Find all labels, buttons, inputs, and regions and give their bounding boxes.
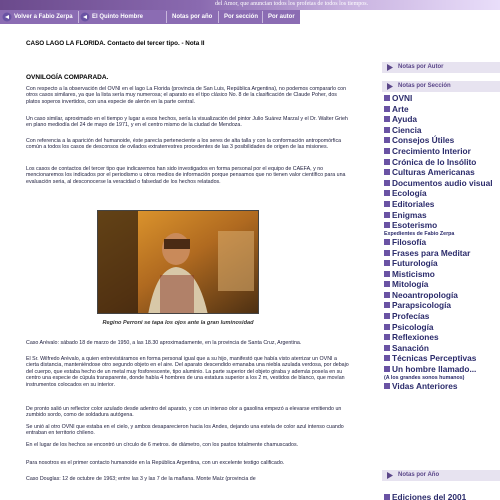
- bullet-icon: [384, 494, 390, 500]
- paragraph: Caso Douglas: 12 de octubre de 1963; entre las 3 y las 7 de la mañana. Monte Maíz (provincia de: [26, 476, 256, 482]
- sidebar-item-label: Misticismo: [392, 268, 435, 279]
- sidebar-head-year[interactable]: [382, 470, 500, 481]
- sidebar-section-list: [384, 93, 500, 391]
- sidebar-item[interactable]: [384, 311, 500, 322]
- paragraph: Con respecto a la observación del OVNI en el lago La Florida (provincia de San Luis, República Argentina), no podemos compararlo con otros casos similares, ya que la lista sería muy numerosa; el aparato es el tipo clásico No. 8 de la clasificación de Claude Poher, dos platos soperos invertidos, con una especie de alerón en la parte central.: [26, 86, 347, 105]
- nav-arrow-icon: [80, 12, 90, 22]
- bullet-icon: [384, 127, 390, 133]
- bullet-icon: [384, 212, 390, 218]
- sidebar-item-label: Esoterismo: [392, 220, 438, 231]
- paragraph: El Sr. Wilfredo Arévalo, a quien entrevistáramos en forma personal igual que a su hijo, manifestó que había visto aterrizar un OVNI a cierta distancia, manteniéndose otro segundo objeto en el aire. Del aparato descendido emanaba una niebla azulada verdosa, por debajo del cuerpo, que estaba hecho de un metal muy fosforescente, tipo aluminio. La parte superior del objeto giraba y además poseía en su centro una especie de cúpula transparente, donde había 4 hombres de una estatura superior a los 2 m, vestidos de blanco, que movían instrumentos colocados en su interior.: [26, 356, 349, 388]
- sidebar-item[interactable]: [384, 125, 500, 136]
- sidebar-item[interactable]: [384, 199, 500, 210]
- sidebar-item[interactable]: [384, 300, 500, 311]
- bullet-icon: [384, 190, 390, 196]
- paragraph: Se unió al otro OVNI que estaba en el cielo, y ambos desaparecieron hacia los Andes, dejando una estela de color azul intenso cuando entraban en territorio chileno.: [26, 424, 344, 437]
- nav-back-fabio-zerpa[interactable]: Volver a Fabio Zerpa: [14, 14, 73, 20]
- nav-separator: [218, 11, 219, 23]
- bullet-icon: [384, 324, 390, 330]
- sidebar-item-label: Vidas Anteriores: [392, 380, 458, 391]
- paragraph: Un caso similar, aproximado en el tiempo y lugar a esos hechos, sería la visualización del pintor Julio Suárez Marzal y el Dr. Walter Grieh en plano mediodía del 24 de mayo de 1971, y en el centro mismo de la ciudad de Mendoza.: [26, 116, 348, 129]
- sidebar-item-label: Crónica de lo Insólito: [392, 156, 477, 167]
- bullet-icon: [384, 345, 390, 351]
- sidebar-item-ediciones-2001[interactable]: [384, 492, 466, 500]
- sidebar-item-label: Neoantropología: [392, 289, 458, 300]
- sidebar-item[interactable]: [384, 220, 500, 231]
- page-title: CASO LAGO LA FLORIDA. Contacto del tercer tipo. - Nota II: [26, 40, 205, 47]
- section-title: OVNILOGÍA COMPARADA.: [26, 74, 109, 81]
- sidebar-item[interactable]: [384, 188, 500, 199]
- sidebar-item[interactable]: [384, 343, 500, 354]
- bullet-icon: [384, 302, 390, 308]
- bullet-icon: [384, 260, 390, 266]
- paragraph: Para nosotros es el primer contacto humanoide en la República Argentina, con un excelente testigo calificado.: [26, 460, 285, 466]
- sidebar-item-label: Parapsicología: [392, 300, 452, 311]
- sidebar-item[interactable]: [384, 258, 500, 269]
- sidebar-item[interactable]: [384, 364, 500, 375]
- sidebar-item[interactable]: [384, 269, 500, 280]
- bullet-icon: [384, 366, 390, 372]
- bullet-icon: [384, 159, 390, 165]
- nav-separator: [78, 11, 79, 23]
- bullet-icon: [384, 271, 390, 277]
- sidebar-item[interactable]: [384, 279, 500, 290]
- bullet-icon: [384, 250, 390, 256]
- bullet-icon: [384, 239, 390, 245]
- sidebar-item[interactable]: [384, 114, 500, 125]
- sidebar-item[interactable]: [384, 178, 500, 189]
- sidebar-item-label: Mitología: [392, 279, 429, 290]
- bullet-icon: [384, 180, 390, 186]
- sidebar-item-label: Un hombre llamado...: [392, 364, 477, 375]
- sidebar-head-label: Notas por Año: [398, 472, 440, 478]
- nav-el-quinto-hombre[interactable]: El Quinto Hombre: [92, 14, 143, 20]
- bullet-icon: [384, 222, 390, 228]
- sidebar-item-label: Documentos audio visual: [392, 177, 493, 188]
- sidebar-item-label: Ediciones del 2001: [392, 492, 467, 500]
- nav-notas-por-anio[interactable]: Notas por año: [172, 14, 213, 20]
- sidebar-item[interactable]: [384, 290, 500, 301]
- sidebar-item[interactable]: [384, 104, 500, 115]
- bullet-icon: [384, 95, 390, 101]
- triangle-right-icon: [386, 472, 393, 479]
- sidebar-item-label: Ciencia: [392, 124, 422, 135]
- sidebar-item[interactable]: [384, 135, 500, 146]
- bullet-icon: [384, 137, 390, 143]
- sidebar-item[interactable]: [384, 93, 500, 104]
- triangle-right-icon: [386, 64, 393, 71]
- sidebar-item[interactable]: [384, 381, 500, 392]
- article-photo: [97, 210, 259, 314]
- main-content: [26, 40, 350, 47]
- sidebar-item-label: Futurología: [392, 258, 438, 269]
- nav-separator: [262, 11, 263, 23]
- sidebar-item-label: Crecimiento Interior: [392, 145, 471, 156]
- sidebar-item[interactable]: [384, 248, 500, 259]
- sidebar-item-label: Arte: [392, 103, 409, 114]
- header-banner: [0, 0, 500, 10]
- sidebar-head-label: Notas por Autor: [398, 64, 444, 70]
- sidebar-item[interactable]: [384, 157, 500, 168]
- sidebar-item-label: Consejos Útiles: [392, 135, 455, 146]
- nav-por-autor[interactable]: Por autor: [268, 14, 295, 20]
- sidebar-item-label: Culturas Americanas: [392, 167, 475, 178]
- photo-caption: Regino Perroni se tapa los ojos ante la gran luminosidad: [102, 320, 254, 326]
- sidebar-item[interactable]: [384, 353, 500, 364]
- sidebar-item[interactable]: [384, 146, 500, 157]
- sidebar-item-label: Expedientes de Fabio Zerpa: [384, 230, 455, 237]
- header-tagline: del Amor, que anuncian todos los profetas de todos los tiempos.: [215, 1, 369, 7]
- sidebar-item-label: OVNI: [392, 93, 413, 103]
- bullet-icon: [384, 355, 390, 361]
- bullet-icon: [384, 281, 390, 287]
- top-nav-bar: [0, 10, 300, 24]
- sidebar-item-label: Ayuda: [392, 114, 418, 125]
- bullet-icon: [384, 383, 390, 389]
- triangle-right-icon: [386, 83, 393, 90]
- paragraph: Con referencia a la aparición del humanoide, éste parecía perteneciente a los seres de alta talla y con la conformación antropomórfica común a todos los casos de desconsos de ovilados extraterrestres procedentes de las 3 posibilidades de origen de las misiones.: [26, 138, 342, 151]
- sidebar-item-label: Enigmas: [392, 209, 427, 220]
- sidebar-item[interactable]: [384, 322, 500, 333]
- sidebar-item-label: Filosofía: [392, 236, 427, 247]
- bullet-icon: [384, 313, 390, 319]
- paragraph: En el lugar de los hechos se encontró un círculo de 6 metros. de diámetro, con los pastos totalmente chamuscados.: [26, 442, 299, 448]
- bullet-icon: [384, 292, 390, 298]
- sidebar-item-label: Técnicas Perceptivas: [392, 353, 477, 364]
- bullet-icon: [384, 334, 390, 340]
- bullet-icon: [384, 169, 390, 175]
- sidebar-item[interactable]: [384, 167, 500, 178]
- sidebar-head-label: Notas por Sección: [398, 83, 451, 89]
- sidebar-item-label: Psicología: [392, 321, 434, 332]
- sidebar-item-label: Sanación: [392, 342, 429, 353]
- sidebar-item-label: Profecías: [392, 311, 430, 322]
- bullet-icon: [384, 201, 390, 207]
- sidebar-item-label: Ecología: [392, 188, 427, 199]
- photo-image: [98, 211, 259, 314]
- sidebar-item-label: Reflexiones: [392, 332, 439, 343]
- nav-separator: [166, 11, 167, 23]
- paragraph: Caso Arévalo: sábado 18 de marzo de 1950, a las 18.30 aproximadamente, en la provincia de Santa Cruz, Argentina.: [26, 340, 302, 346]
- nav-arrow-icon: [2, 12, 12, 22]
- paragraph: De pronto salió un reflector color azulado desde adentro del aparato, y con un intenso olor a gasolina empezó a elevarse emitiendo un zumbido sordo, como de soldadura autógena.: [26, 406, 342, 419]
- bullet-icon: [384, 148, 390, 154]
- nav-por-seccion[interactable]: Por sección: [224, 14, 259, 20]
- top-nav: [0, 10, 500, 24]
- sidebar-item[interactable]: [384, 332, 500, 343]
- sidebar-head-sections[interactable]: [382, 81, 500, 92]
- paragraph: Los casos de contactos del tercer tipo que indicaremos han sido investigados en forma personal por el equipo de CAEFA, y no mencionaremos los indicados por el periodismo u otros medios de información porque pensamos que no tienen valor científico para una evaluación seria, al desconocerse la veracidad o falsedad de los hechos relatados.: [26, 166, 346, 185]
- sidebar-item[interactable]: [384, 237, 500, 248]
- sidebar-item[interactable]: [384, 210, 500, 221]
- bullet-icon: [384, 116, 390, 122]
- sidebar-item-label: Editoriales: [392, 198, 435, 209]
- sidebar-item-label: (A los grandes sonos humanos): [384, 374, 465, 381]
- sidebar-head-authors[interactable]: [382, 62, 500, 73]
- sidebar-item-label: Frases para Meditar: [392, 247, 471, 258]
- bullet-icon: [384, 106, 390, 112]
